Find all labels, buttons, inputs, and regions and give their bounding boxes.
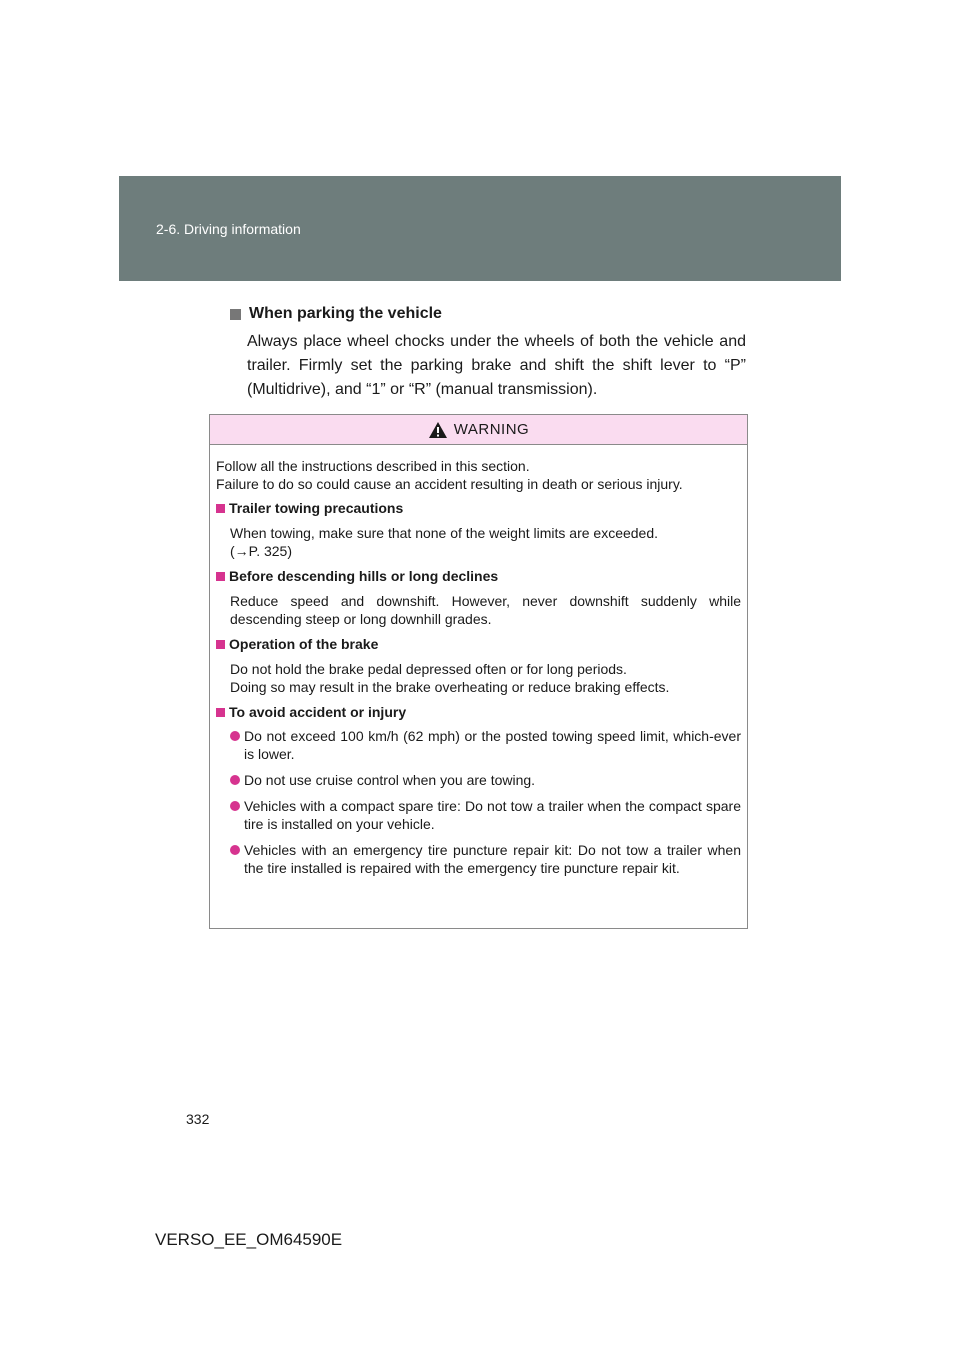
warning-bullet-text: Vehicles with a compact spare tire: Do not tow a trailer when the compact spare tire is installed on your vehicle.: [244, 798, 741, 832]
circle-bullet-icon: [230, 775, 240, 785]
warning-bullet: [230, 727, 741, 763]
square-bullet-icon: [216, 572, 225, 581]
warning-header: [210, 415, 747, 445]
warning-item-title-text: Operation of the brake: [229, 636, 379, 652]
warning-item-line: Doing so may result in the brake overheating or reduce braking effects.: [230, 679, 670, 695]
parking-title: [230, 303, 746, 325]
warning-item-body: [230, 524, 741, 560]
warning-item-title-text: Before descending hills or long declines: [229, 568, 499, 584]
circle-bullet-icon: [230, 845, 240, 855]
warning-item-title: [216, 499, 741, 517]
warning-item-body: [230, 660, 741, 696]
page-reference: (→P. 325): [230, 543, 292, 559]
warning-intro-line: Follow all the instructions described in this section.: [216, 458, 530, 474]
square-bullet-icon: [216, 504, 225, 513]
warning-triangle-icon: [428, 421, 448, 439]
warning-item-line: Do not hold the brake pedal depressed often or for long periods.: [230, 661, 627, 677]
square-bullet-icon: [216, 640, 225, 649]
warning-item-title-text: Trailer towing precautions: [229, 500, 404, 516]
warning-body: [210, 445, 747, 877]
circle-bullet-icon: [230, 731, 240, 741]
parking-body: Always place wheel chocks under the wheels of both the vehicle and trailer. Firmly set the parking brake and shift the shift lever to “P” (Multidrive), and “1” or “R” (manual transmission).: [247, 333, 746, 398]
warning-box: [209, 414, 748, 929]
warning-bullet-text: Vehicles with an emergency tire puncture repair kit: Do not tow a trailer when the tire installed is repaired with the emergency tire puncture repair kit.: [244, 842, 741, 876]
warning-bullet: [230, 771, 741, 789]
warning-intro-line: Failure to do so could cause an accident resulting in death or serious injury.: [216, 476, 683, 492]
document-code: VERSO_EE_OM64590E: [155, 1230, 343, 1249]
warning-label: WARNING: [453, 421, 530, 438]
warning-item-line: When towing, make sure that none of the weight limits are exceeded.: [230, 525, 659, 541]
warning-bullet-text: Do not use cruise control when you are towing.: [244, 772, 536, 788]
warning-bullet-text: Do not exceed 100 km/h (62 mph) or the posted towing speed limit, which-ever is lower.: [244, 728, 741, 762]
warning-intro: [216, 457, 741, 493]
warning-item-line: Reduce speed and downshift. However, never downshift suddenly while descending steep or long downhill grades.: [230, 593, 741, 627]
warning-bullet: [230, 797, 741, 833]
section-header-title: 2-6. Driving information: [156, 221, 301, 237]
square-bullet-icon: [230, 309, 241, 320]
square-bullet-icon: [216, 708, 225, 717]
parking-title-text: When parking the vehicle: [249, 305, 442, 322]
circle-bullet-icon: [230, 801, 240, 811]
page-number: 332: [186, 1111, 210, 1127]
warning-item-body: [230, 592, 741, 628]
warning-item-title-text: To avoid accident or injury: [229, 704, 407, 720]
warning-bullet: [230, 841, 741, 877]
warning-item-title: [216, 703, 741, 721]
section-header: [119, 176, 841, 281]
warning-item-title: [216, 635, 741, 653]
parking-section: [230, 303, 746, 402]
warning-item-title: [216, 567, 741, 585]
